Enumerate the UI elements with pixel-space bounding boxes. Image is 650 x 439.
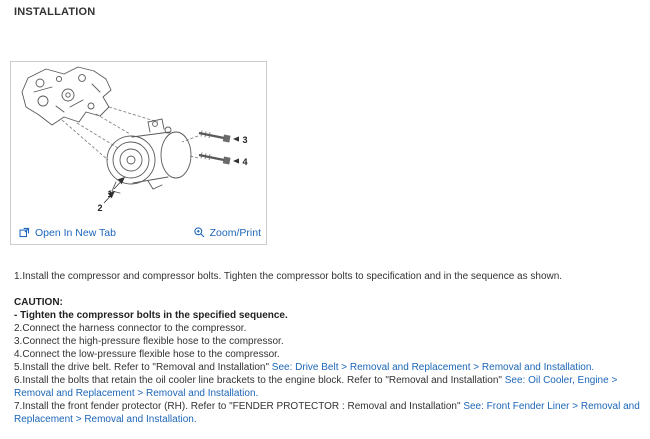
callout-3: 3 [241, 135, 248, 145]
step-3 [14, 335, 642, 348]
callout-2: 2 [96, 203, 103, 213]
figure-link-bar [11, 226, 266, 244]
page-title: INSTALLATION [14, 6, 96, 18]
zoom-print-label: Zoom/Print [209, 226, 261, 239]
step-6-text: Install the bolts that retain the oil cooler line brackets to the engine block. Refer to "Removal and Installation" [22, 375, 505, 386]
step-7-number: 7. [14, 401, 23, 412]
step-7-reference-link[interactable]: See: Front Fender Liner > Removal and Replacement > Removal and Installation. [14, 401, 640, 425]
step-6-number: 6. [14, 375, 23, 386]
callout-1: 1 [106, 189, 113, 199]
open-in-new-tab-label: Open In New Tab [35, 226, 116, 239]
step-4-text: Connect the low-pressure flexible hose to the compressor. [22, 349, 280, 360]
step-5-reference-link[interactable]: See: Drive Belt > Removal and Replacement > Removal and Installation. [271, 362, 595, 373]
step-3-number: 3. [14, 336, 23, 347]
zoom-print-link[interactable] [193, 226, 261, 239]
step-2 [14, 322, 642, 335]
step-7-text: Install the front fender protector (RH). Refer to "FENDER PROTECTOR : Removal and Installation" [22, 401, 464, 412]
step-3-text: Connect the high-pressure flexible hose to the compressor. [22, 336, 284, 347]
step-5-text: Install the drive belt. Refer to "Removal and Installation" [22, 362, 272, 373]
step-1-text: Install the compressor and compressor bolts. Tighten the compressor bolts to specification and in the sequence as shown. [22, 271, 563, 282]
step-4-number: 4. [14, 349, 23, 360]
step-2-number: 2. [14, 323, 23, 334]
instruction-steps [14, 270, 642, 426]
step-6 [14, 374, 642, 400]
step-5-number: 5. [14, 362, 23, 373]
open-in-new-tab-link[interactable] [18, 226, 116, 239]
step-4 [14, 348, 642, 361]
compressor-installation-figure[interactable] [12, 62, 266, 217]
step-2-text: Connect the harness connector to the compressor. [22, 323, 247, 334]
step-5 [14, 361, 642, 374]
mounting-bolts-art [199, 131, 231, 165]
step-1-number: 1. [14, 271, 23, 282]
caution-label: CAUTION: [14, 297, 63, 308]
zoom-icon [193, 226, 206, 239]
open-in-new-tab-icon [18, 226, 31, 239]
compressor-art [107, 119, 191, 193]
callout-arrows [107, 136, 238, 198]
step-6-reference-link[interactable]: See: Oil Cooler, Engine > Removal and Replacement > Removal and Installation. [14, 375, 618, 399]
figure-panel [10, 61, 267, 245]
caution-item: - Tighten the compressor bolts in the specified sequence. [14, 310, 288, 321]
alignment-dashed-lines [62, 107, 198, 160]
callout-4: 4 [241, 157, 248, 167]
step-1 [14, 270, 642, 283]
engine-block-art [22, 67, 111, 125]
step-7 [14, 400, 642, 426]
